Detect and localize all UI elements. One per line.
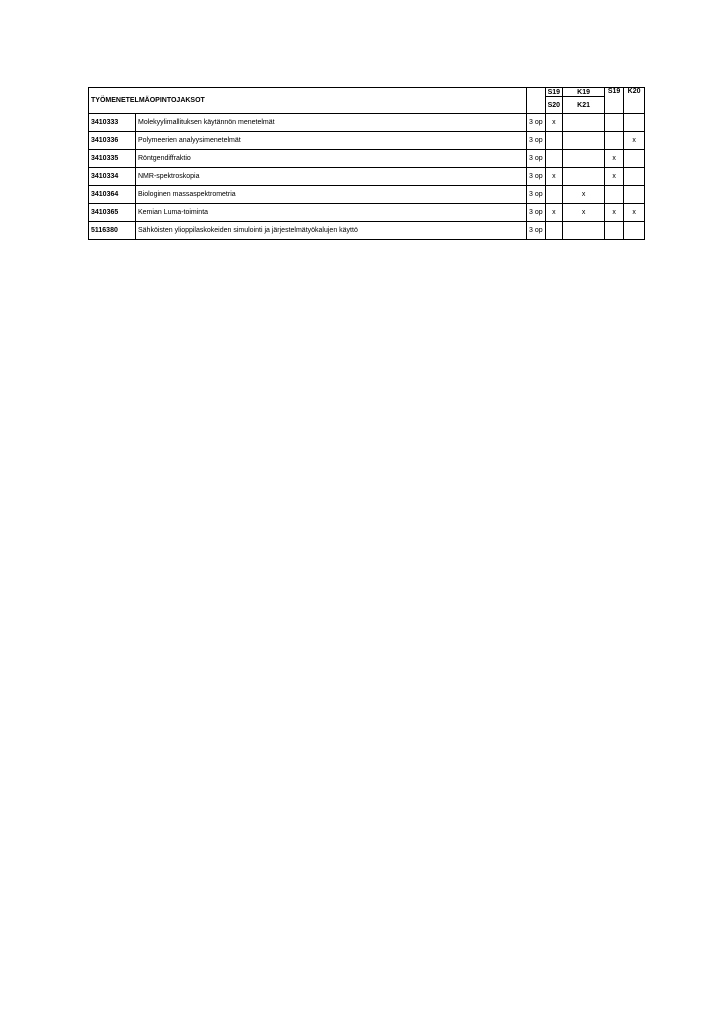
course-credits: 3 op	[527, 168, 546, 186]
course-credits: 3 op	[527, 186, 546, 204]
course-credits: 3 op	[527, 204, 546, 222]
table-row	[89, 204, 645, 222]
mark-cell: x	[545, 168, 562, 186]
mark-cell	[563, 150, 605, 168]
table-row	[89, 150, 645, 168]
course-name: Sähköisten ylioppilaskokeiden simulointi ja järjestelmätyökalujen käyttö	[136, 222, 527, 240]
course-credits: 3 op	[527, 150, 546, 168]
table-row	[89, 222, 645, 240]
mark-cell: x	[624, 204, 645, 222]
mark-cell	[624, 186, 645, 204]
mark-cell	[605, 222, 624, 240]
mark-cell	[624, 222, 645, 240]
header-k19: K19	[563, 88, 605, 97]
mark-cell	[624, 114, 645, 132]
course-code: 3410365	[89, 204, 136, 222]
table-row	[89, 132, 645, 150]
header-s19: S19	[545, 88, 562, 97]
header-s19-second: S19	[605, 88, 624, 114]
mark-cell: x	[605, 204, 624, 222]
course-code: 3410335	[89, 150, 136, 168]
mark-cell	[605, 186, 624, 204]
course-name: Molekyylimallituksen käytännön menetelmät	[136, 114, 527, 132]
table-row	[89, 168, 645, 186]
table-title: TYÖMENETELMÄOPINTOJAKSOT	[89, 88, 527, 114]
header-s20: S20	[545, 97, 562, 114]
course-table	[88, 87, 645, 240]
mark-cell: x	[563, 186, 605, 204]
course-name: Biologinen massaspektrometria	[136, 186, 527, 204]
mark-cell: x	[545, 114, 562, 132]
mark-cell: x	[563, 204, 605, 222]
header-credits-cell	[527, 88, 546, 114]
mark-cell	[545, 132, 562, 150]
mark-cell	[563, 168, 605, 186]
course-code: 3410333	[89, 114, 136, 132]
mark-cell	[545, 150, 562, 168]
mark-cell	[605, 132, 624, 150]
mark-cell	[563, 114, 605, 132]
course-code: 5116380	[89, 222, 136, 240]
course-name: Kemian Luma-toiminta	[136, 204, 527, 222]
table-header-row	[89, 88, 645, 97]
mark-cell: x	[605, 168, 624, 186]
mark-cell: x	[605, 150, 624, 168]
header-k21: K21	[563, 97, 605, 114]
course-credits: 3 op	[527, 132, 546, 150]
course-name: Polymeerien analyysimenetelmät	[136, 132, 527, 150]
mark-cell	[545, 186, 562, 204]
mark-cell	[563, 132, 605, 150]
course-credits: 3 op	[527, 114, 546, 132]
mark-cell: x	[624, 132, 645, 150]
mark-cell	[624, 168, 645, 186]
course-credits: 3 op	[527, 222, 546, 240]
course-name: Röntgendiffraktio	[136, 150, 527, 168]
header-k20: K20	[624, 88, 645, 114]
mark-cell: x	[545, 204, 562, 222]
mark-cell	[545, 222, 562, 240]
table-row	[89, 186, 645, 204]
mark-cell	[624, 150, 645, 168]
mark-cell	[605, 114, 624, 132]
course-name: NMR-spektroskopia	[136, 168, 527, 186]
course-code: 3410336	[89, 132, 136, 150]
table-row	[89, 114, 645, 132]
course-code: 3410364	[89, 186, 136, 204]
course-code: 3410334	[89, 168, 136, 186]
mark-cell	[563, 222, 605, 240]
